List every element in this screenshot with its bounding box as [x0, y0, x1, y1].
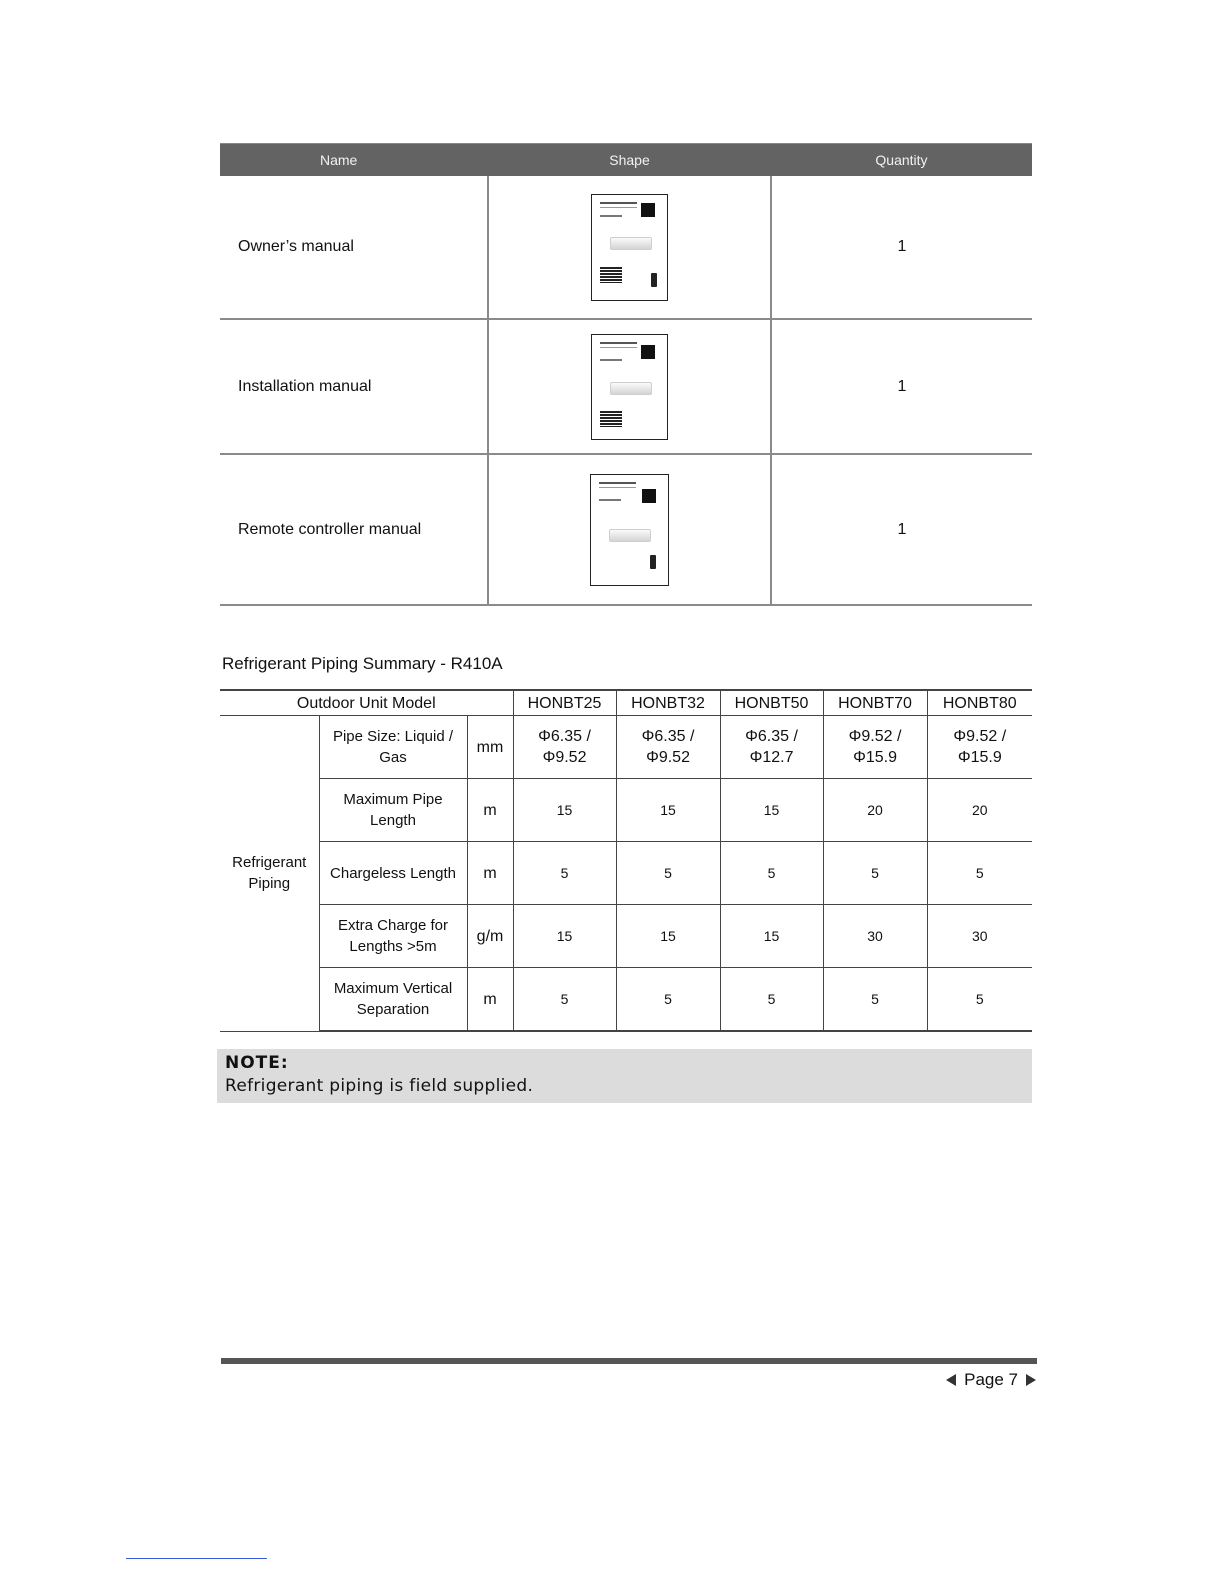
cell-value: 5: [927, 842, 1032, 905]
piping-row: [220, 842, 1032, 905]
cell-value: 5: [616, 842, 720, 905]
cell-value: 5: [720, 968, 823, 1032]
cell-value-text: Φ6.35 / Φ9.52: [641, 728, 695, 766]
accessory-name: Remote controller manual: [220, 454, 488, 605]
accessory-row: [220, 454, 1032, 605]
row-label: [319, 716, 467, 779]
cell-value: 5: [513, 842, 616, 905]
installation-manual-booklet-icon: [591, 334, 668, 440]
cell-value: 30: [823, 905, 927, 968]
accessories-header-row: [220, 144, 1032, 177]
model-header: HONBT50: [720, 690, 823, 716]
row-label: [319, 779, 467, 842]
cell-value: [823, 716, 927, 779]
piping-row: [220, 779, 1032, 842]
cell-value: 5: [720, 842, 823, 905]
page-number: Page 7: [964, 1370, 1018, 1389]
cell-value-text: Φ6.35 / Φ12.7: [745, 728, 798, 766]
header-quantity: Quantity: [771, 144, 1032, 177]
row-unit: m: [467, 842, 513, 905]
cell-value: [513, 716, 616, 779]
cell-value: 15: [513, 905, 616, 968]
piping-row: [220, 716, 1032, 779]
page-indicator: [946, 1370, 1036, 1390]
model-header: HONBT32: [616, 690, 720, 716]
cell-value: [927, 716, 1032, 779]
model-header: HONBT25: [513, 690, 616, 716]
model-header: HONBT70: [823, 690, 927, 716]
cell-value: [720, 716, 823, 779]
row-unit: m: [467, 779, 513, 842]
row-label-text: Maximum Vertical Separation: [333, 980, 453, 1018]
row-label: [319, 905, 467, 968]
row-unit: mm: [467, 716, 513, 779]
cell-value: 5: [616, 968, 720, 1032]
accessory-quantity: 1: [771, 454, 1032, 605]
piping-summary-title: Refrigerant Piping Summary - R410A: [222, 654, 503, 673]
cell-value-text: Φ6.35 / Φ9.52: [538, 728, 591, 766]
accessory-row: [220, 176, 1032, 319]
header-shape: Shape: [488, 144, 771, 177]
cell-value: 30: [927, 905, 1032, 968]
cell-value: 15: [720, 905, 823, 968]
cell-value-text: Φ9.52 / Φ15.9: [848, 728, 902, 766]
note-title: NOTE:: [225, 1053, 289, 1073]
outdoor-unit-model-label: Outdoor Unit Model: [220, 690, 513, 716]
note-box: [217, 1049, 1032, 1103]
piping-row: [220, 968, 1032, 1032]
accessories-table: [220, 143, 1032, 606]
refrigerant-piping-group-label: [220, 716, 319, 1032]
piping-summary-table: [220, 689, 1032, 1032]
accessory-quantity: 1: [771, 176, 1032, 319]
cell-value: 5: [823, 842, 927, 905]
accessory-shape: [488, 454, 771, 605]
cell-value: 5: [927, 968, 1032, 1032]
accessory-row: [220, 319, 1032, 454]
remote-manual-booklet-icon: [590, 474, 669, 586]
group-label-text: Refrigerant Piping: [232, 854, 307, 893]
cell-value: 20: [823, 779, 927, 842]
piping-row: [220, 905, 1032, 968]
cell-value-text: Φ9.52 / Φ15.9: [953, 728, 1007, 766]
row-label-text: Maximum Pipe Length: [343, 791, 443, 829]
link-underline[interactable]: [126, 1558, 267, 1559]
accessory-quantity: 1: [771, 319, 1032, 454]
cell-value: 15: [720, 779, 823, 842]
row-label: [319, 968, 467, 1032]
row-unit: m: [467, 968, 513, 1032]
cell-value: 5: [513, 968, 616, 1032]
accessory-name: Owner’s manual: [220, 176, 488, 319]
cell-value: [616, 716, 720, 779]
model-header: HONBT80: [927, 690, 1032, 716]
header-name: Name: [220, 144, 488, 177]
footer-divider: [221, 1358, 1037, 1364]
next-page-icon[interactable]: [1026, 1374, 1036, 1386]
accessory-name: Installation manual: [220, 319, 488, 454]
owners-manual-booklet-icon: [591, 194, 668, 301]
row-label: Chargeless Length: [319, 842, 467, 905]
cell-value: 20: [927, 779, 1032, 842]
row-label-text: Pipe Size: Liquid / Gas: [332, 728, 454, 766]
cell-value: 15: [513, 779, 616, 842]
previous-page-icon[interactable]: [946, 1374, 956, 1386]
note-body: Refrigerant piping is field supplied.: [225, 1076, 534, 1096]
row-unit: g/m: [467, 905, 513, 968]
cell-value: 15: [616, 905, 720, 968]
piping-header-row: [220, 690, 1032, 716]
cell-value: 5: [823, 968, 927, 1032]
row-label-text: Extra Charge for Lengths >5m: [337, 917, 449, 955]
cell-value: 15: [616, 779, 720, 842]
accessory-shape: [488, 176, 771, 319]
accessory-shape: [488, 319, 771, 454]
